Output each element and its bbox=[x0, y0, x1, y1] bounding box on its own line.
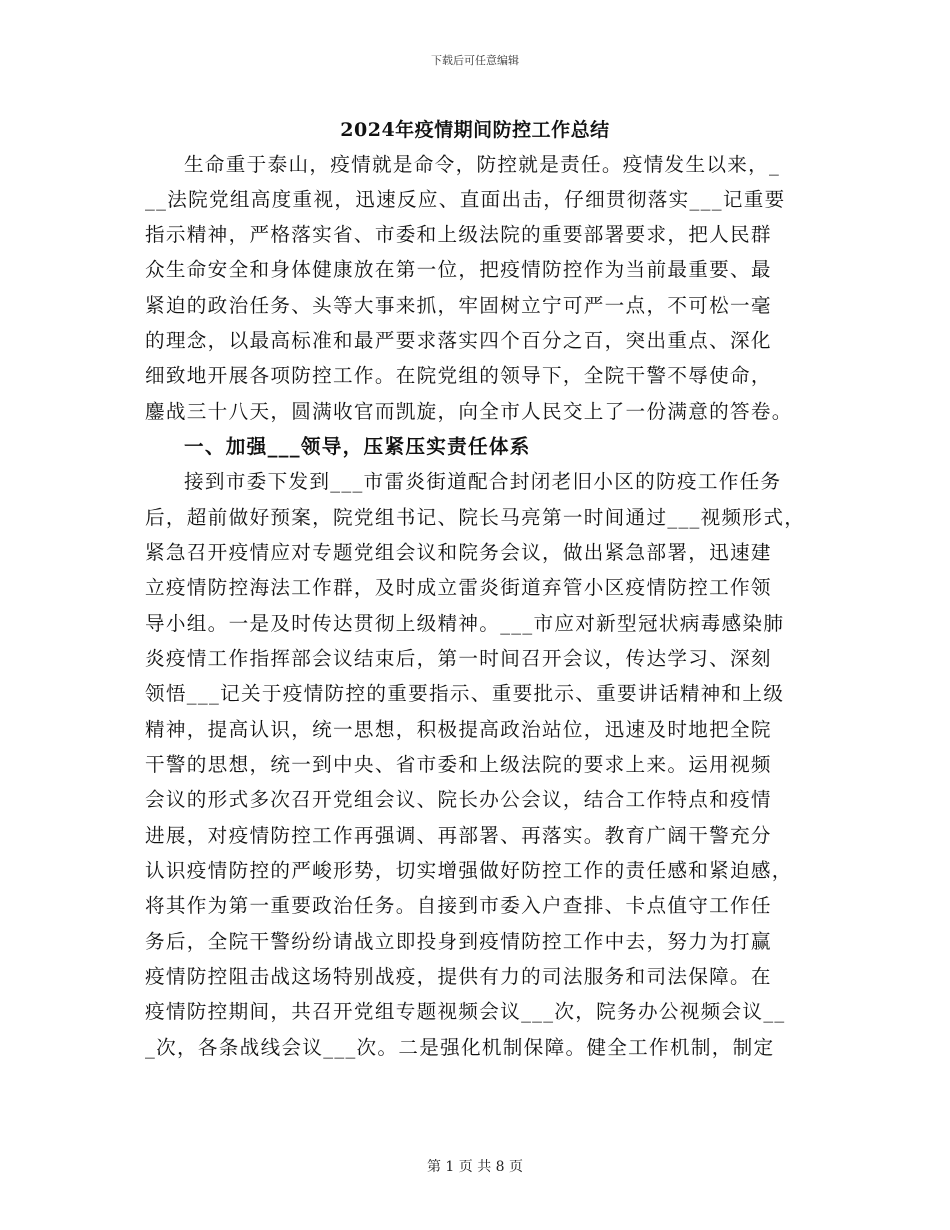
text-line: 领悟___记关于疫情防控的重要指示、重要批示、重要讲话精神和上级 bbox=[145, 682, 785, 705]
text-line: 紧急召开疫情应对专题党组会议和院务会议，做出紧急部署，迅速建 bbox=[145, 541, 772, 564]
page-header: 下载后可任意编辑 bbox=[431, 54, 519, 67]
text-line: _次，各条战线会议___次。二是强化机制保障。健全工作机制，制定 bbox=[145, 1036, 775, 1059]
document-title: 2024年疫情期间防控工作总结 bbox=[340, 119, 610, 141]
text-line: 炎疫情工作指挥部会议结束后，第一时间召开会议，传达学习、深刻 bbox=[145, 647, 772, 670]
page-footer: 第 1 页 共 8 页 bbox=[426, 1159, 524, 1175]
text-line: 指示精神，严格落实省、市委和上级法院的重要部署要求，把人民群 bbox=[145, 223, 772, 246]
text-line: 会议的形式多次召开党组会议、院长办公会议，结合工作特点和疫情 bbox=[145, 788, 772, 811]
text-line: 立疫情防控海法工作群，及时成立雷炎街道弃管小区疫情防控工作领 bbox=[145, 576, 772, 599]
text-line: 生命重于泰山，疫情就是命令，防控就是责任。疫情发生以来，_ bbox=[184, 153, 781, 176]
text-line: 疫情防控阻击战这场特别战疫，提供有力的司法服务和司法保障。在 bbox=[145, 965, 772, 988]
text-line: 导小组。一是及时传达贯彻上级精神。___市应对新型冠状病毒感染肺 bbox=[145, 612, 785, 635]
text-line: 紧迫的政治任务、头等大事来抓，牢固树立宁可严一点，不可松一毫 bbox=[145, 294, 772, 317]
text-line: 后，超前做好预案，院党组书记、院长马亮第一时间通过___视频形式， bbox=[145, 506, 806, 529]
text-line: 鏖战三十八天，圆满收官而凯旋，向全市人民交上了一份满意的答卷。 bbox=[145, 400, 793, 423]
text-line: 接到市委下发到___市雷炎街道配合封闭老旧小区的防疫工作任务 bbox=[184, 470, 782, 493]
text-line: 进展，对疫情防控工作再强调、再部署、再落实。教育广阔干警充分 bbox=[145, 824, 772, 847]
text-line: 细致地开展各项防控工作。在院党组的领导下，全院干警不辱使命， bbox=[145, 364, 772, 387]
text-line: 疫情防控期间，共召开党组专题视频会议___次，院务办公视频会议__ bbox=[145, 1000, 786, 1023]
text-line: 众生命安全和身体健康放在第一位，把疫情防控作为当前最重要、最 bbox=[145, 258, 772, 281]
text-line: 精神，提高认识，统一思想，积极提高政治站位，迅速及时地把全院 bbox=[145, 718, 772, 741]
text-line: 干警的思想，统一到中央、省市委和上级法院的要求上来。运用视频 bbox=[145, 753, 772, 776]
text-line: 认识疫情防控的严峻形势，切实增强做好防控工作的责任感和紧迫感， bbox=[145, 859, 793, 882]
text-line: 将其作为第一重要政治任务。自接到市委入户查排、卡点值守工作任 bbox=[145, 894, 772, 917]
text-line: __法院党组高度重视，迅速反应、直面出击，仔细贯彻落实___记重要 bbox=[145, 188, 786, 211]
section-heading: 一、加强___领导，压紧压实责任体系 bbox=[184, 435, 531, 458]
text-line: 的理念，以最高标准和最严要求落实四个百分之百，突出重点、深化 bbox=[145, 329, 772, 352]
text-line: 务后，全院干警纷纷请战立即投身到疫情防控工作中去，努力为打赢 bbox=[145, 930, 772, 953]
